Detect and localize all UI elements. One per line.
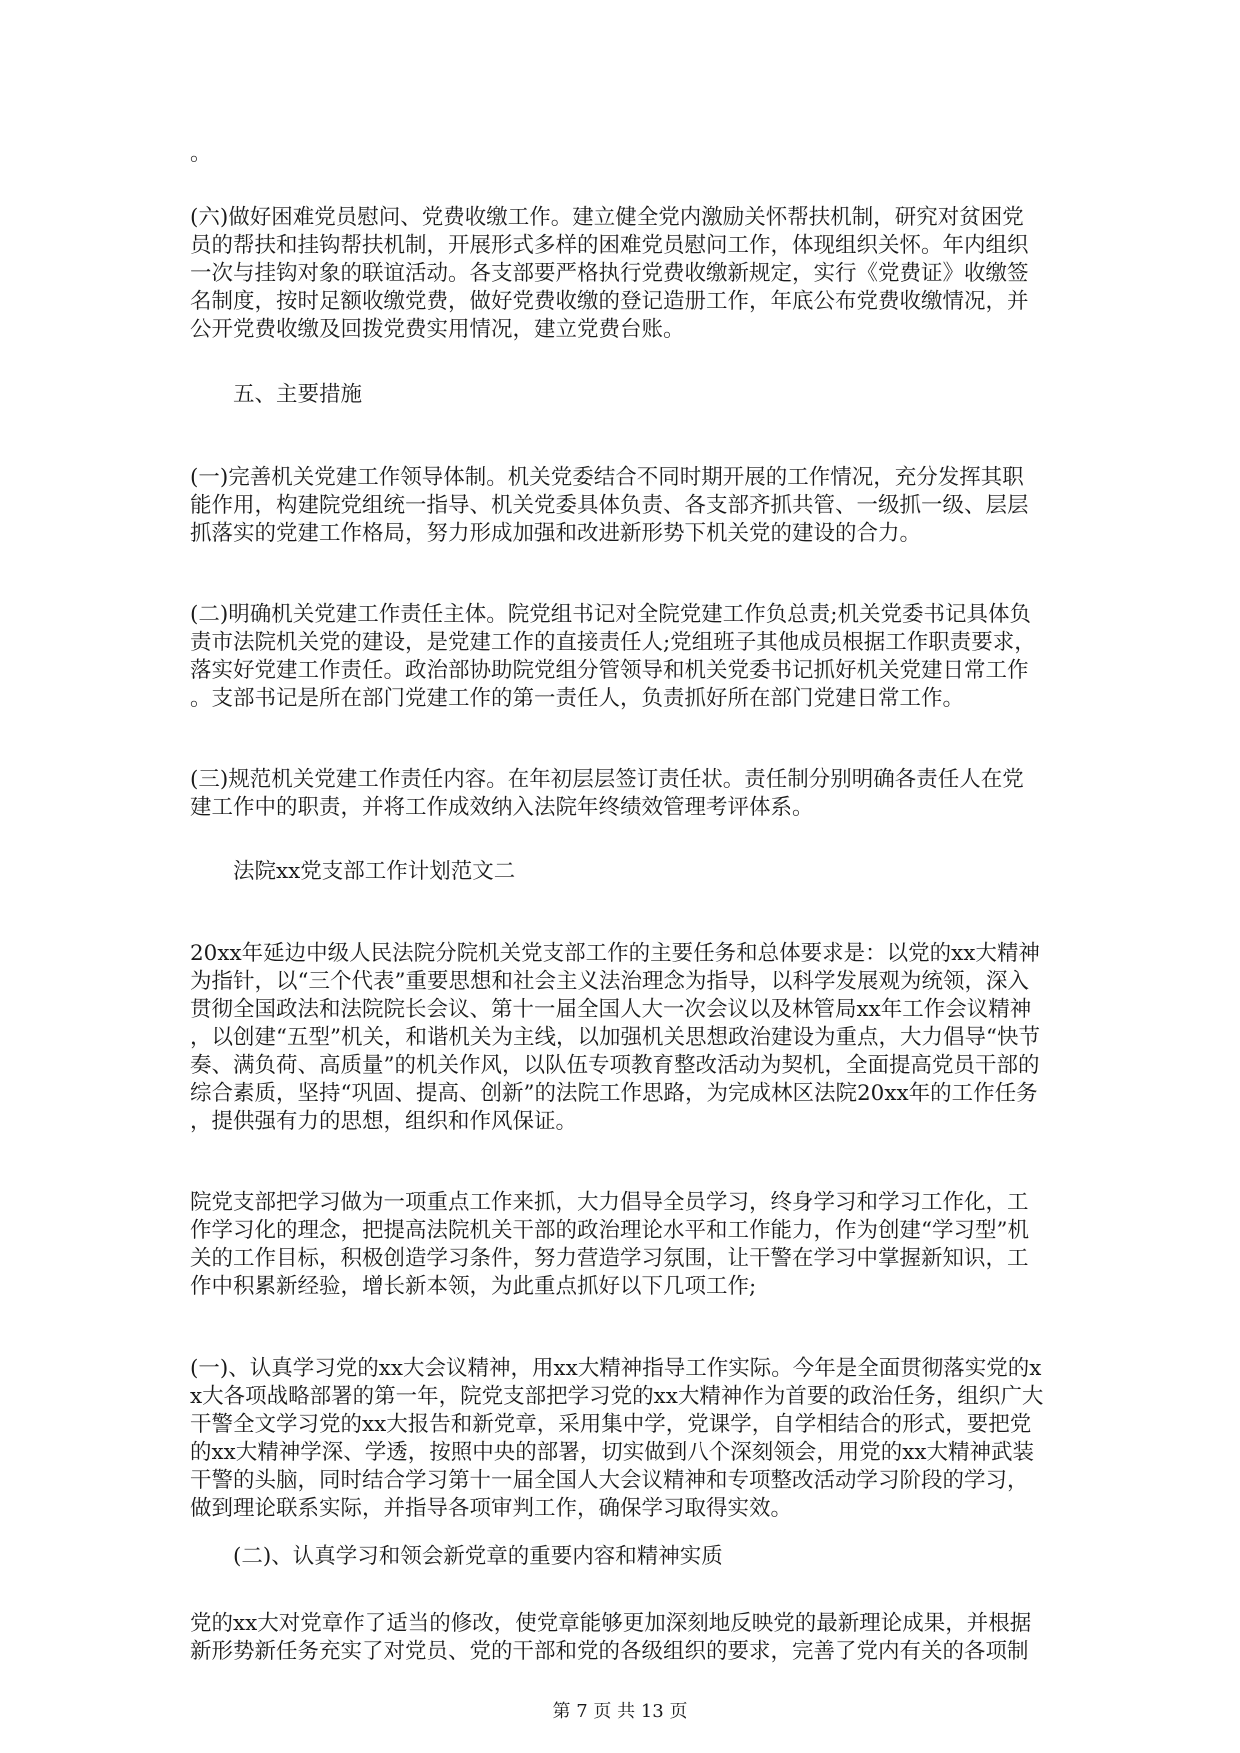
text-line: 干警的头脑，同时结合学习第十一届全国人大会议精神和专项整改活动学习阶段的学习，: [190, 1468, 1029, 1493]
text-line: 作中积累新经验，增长新本领，为此重点抓好以下几项工作;: [190, 1274, 757, 1299]
text-line: 院党支部把学习做为一项重点工作来抓，大力倡导全员学习，终身学习和学习工作化，工: [190, 1190, 1029, 1215]
text-line: 党的xx大对党章作了适当的修改，使党章能够更加深刻地反映党的最新理论成果，并根据: [190, 1611, 1032, 1636]
text-line: 的xx大精神学深、学透，按照中央的部署，切实做到八个深刻领会，用党的xx大精神武装: [190, 1440, 1035, 1465]
text-line: 抓落实的党建工作格局，努力形成加强和改进新形势下机关党的建设的合力。: [190, 521, 922, 546]
text-line: 作学习化的理念，把提高法院机关干部的政治理论水平和工作能力，作为创建“学习型”机: [190, 1218, 1029, 1243]
text-line: 综合素质，坚持“巩固、提高、创新”的法院工作思路，为完成林区法院20xx年的工作任务: [190, 1081, 1038, 1106]
text-line: (三)规范机关党建工作责任内容。在年初层层签订责任状。责任制分别明确各责任人在党: [190, 767, 1024, 792]
page-indicator: 第 7 页 共 13 页: [552, 1701, 688, 1722]
text-line: 贯彻全国政法和法院院长会议、第十一届全国人大一次会议以及林管局xx年工作会议精神: [190, 997, 1032, 1022]
text-line: (一)、认真学习党的xx大会议精神，用xx大精神指导工作实际。今年是全面贯彻落实党的x: [190, 1356, 1042, 1381]
section-heading-measures: 五、主要措施: [233, 382, 363, 407]
text-line: 。支部书记是所在部门党建工作的第一责任人，负责抓好所在部门党建日常工作。: [190, 686, 965, 711]
text-line: 。: [190, 141, 212, 166]
text-line: 新形势新任务充实了对党员、党的干部和党的各级组织的要求，完善了党内有关的各项制: [190, 1639, 1029, 1664]
text-line: 能作用，构建院党组统一指导、机关党委具体负责、各支部齐抓共管、一级抓一级、层层: [190, 493, 1029, 518]
text-line: (二)明确机关党建工作责任主体。院党组书记对全院党建工作负总责;机关党委书记具体负: [190, 602, 1032, 627]
text-line: 做到理论联系实际，并指导各项审判工作，确保学习取得实效。: [190, 1496, 793, 1521]
text-line: ，提供强有力的思想，组织和作风保证。: [190, 1109, 578, 1134]
text-line: 20xx年延边中级人民法院分院机关党支部工作的主要任务和总体要求是：以党的xx大精神: [190, 941, 1040, 966]
text-line: 责市法院机关党的建设，是党建工作的直接责任人;党组班子其他成员根据工作职责要求，: [190, 630, 1036, 655]
text-line: 名制度，按时足额收缴党费，做好党费收缴的登记造册工作，年底公布党费收缴情况，并: [190, 289, 1029, 314]
text-line: 公开党费收缴及回拨党费实用情况，建立党费台账。: [190, 317, 685, 342]
section-heading-party-constitution: (二)、认真学习和领会新党章的重要内容和精神实质: [233, 1544, 723, 1569]
text-line: 落实好党建工作责任。政治部协助院党组分管领导和机关党委书记抓好机关党建日常工作: [190, 658, 1029, 683]
text-line: 干警全文学习党的xx大报告和新党章，采用集中学，党课学，自学相结合的形式，要把党: [190, 1412, 1032, 1437]
text-line: 建工作中的职责，并将工作成效纳入法院年终绩效管理考评体系。: [190, 795, 814, 820]
section-heading-sample-two: 法院xx党支部工作计划范文二: [233, 859, 516, 884]
text-line: 关的工作目标，积极创造学习条件，努力营造学习氛围，让干警在学习中掌握新知识，工: [190, 1246, 1029, 1271]
text-line: 员的帮扶和挂钩帮扶机制，开展形式多样的困难党员慰问工作，体现组织关怀。年内组织: [190, 233, 1029, 258]
text-line: 为指针，以“三个代表”重要思想和社会主义法治理念为指导，以科学发展观为统领，深入: [190, 969, 1029, 994]
text-line: (六)做好困难党员慰问、党费收缴工作。建立健全党内激励关怀帮扶机制，研究对贫困党: [190, 205, 1024, 230]
text-line: 奏、满负荷、高质量”的机关作风，以队伍专项教育整改活动为契机，全面提高党员干部的: [190, 1053, 1040, 1078]
text-line: ，以创建“五型”机关，和谐机关为主线，以加强机关思想政治建设为重点，大力倡导“快节: [190, 1025, 1040, 1050]
text-line: (一)完善机关党建工作领导体制。机关党委结合不同时期开展的工作情况，充分发挥其职: [190, 465, 1024, 490]
text-line: x大各项战略部署的第一年，院党支部把学习党的xx大精神作为首要的政治任务，组织广大: [190, 1384, 1044, 1409]
text-line: 一次与挂钩对象的联谊活动。各支部要严格执行党费收缴新规定，实行《党费证》收缴签: [190, 261, 1029, 286]
